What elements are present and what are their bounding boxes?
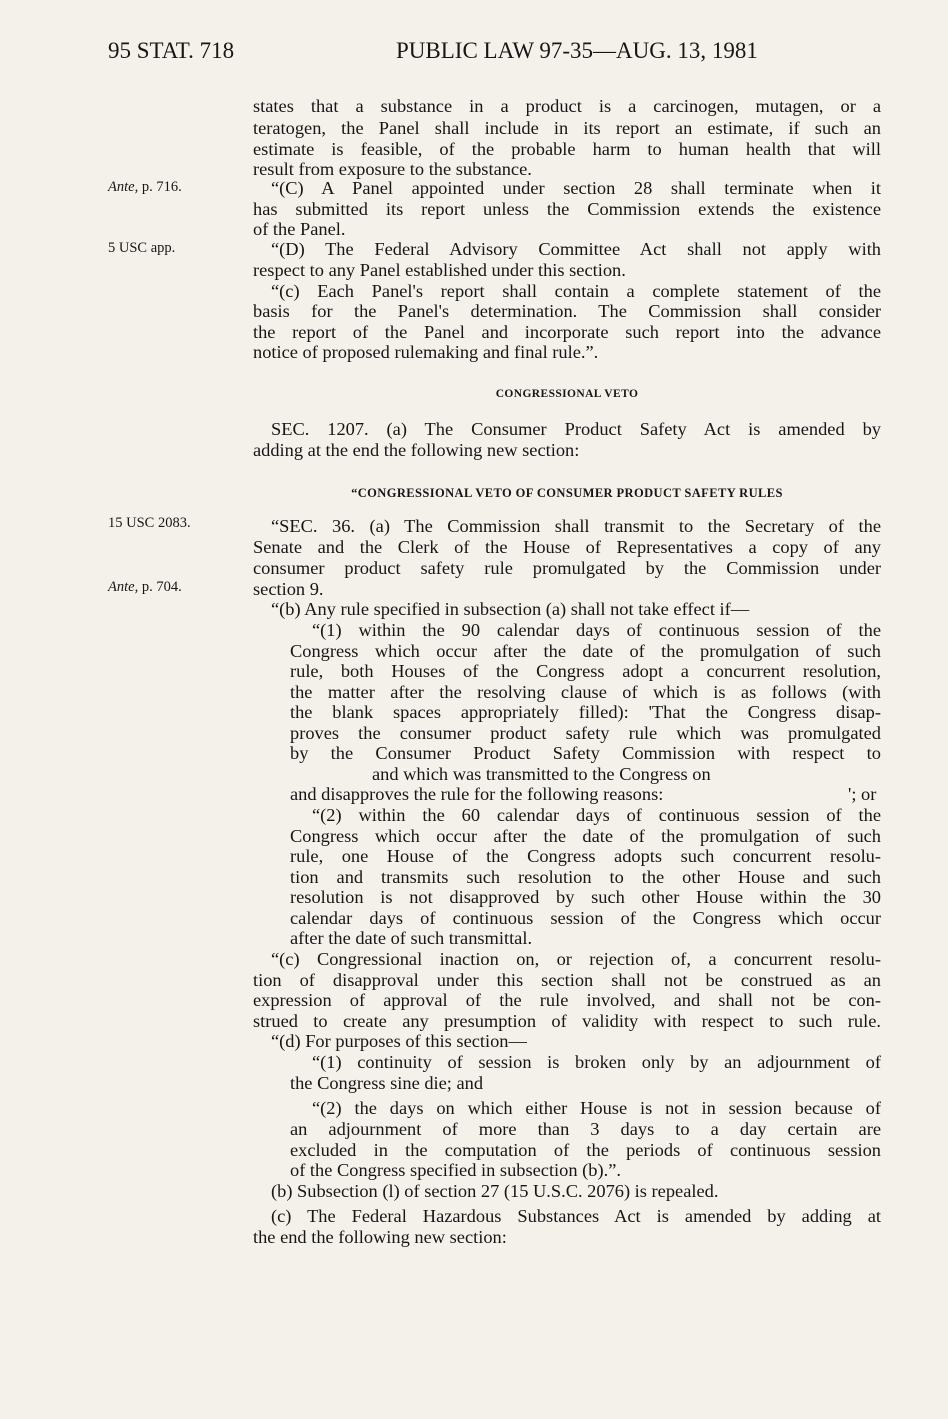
margin-note-text: p. 704. [138, 579, 182, 595]
body-line: Congress which occur after the date of the promulgation of such [290, 641, 881, 661]
margin-note-text: 15 USC 2083. [108, 515, 191, 531]
body-line: “SEC. 36. (a) The Commission shall transmit to the Secretary of the [271, 516, 881, 536]
body-line: “(1) within the 90 calendar days of continuous session of the [312, 620, 881, 640]
margin-note [108, 515, 191, 532]
body-line: notice of proposed rulemaking and final rule.”. [253, 342, 599, 362]
margin-note-text: p. 716. [138, 179, 182, 195]
body-line: and disapproves the rule for the following reasons: [290, 784, 664, 804]
body-line: “(1) continuity of session is broken only by an adjournment of [312, 1052, 881, 1072]
body-line: Senate and the Clerk of the House of Representatives a copy of any [253, 537, 881, 557]
body-line: strued to create any presumption of validity with respect to such rule. [253, 1011, 881, 1031]
body-line: calendar days of continuous session of the Congress which occur [290, 908, 881, 928]
body-line: of the Congress specified in subsection (b).”. [290, 1160, 621, 1180]
margin-note-text: 5 USC app. [108, 240, 176, 256]
section-heading: “CONGRESSIONAL VETO OF CONSUMER PRODUCT SAFETY RULES [351, 486, 783, 500]
body-line: expression of approval of the rule involved, and shall not be con- [253, 990, 881, 1010]
body-line: rule, both Houses of the Congress adopt a concurrent resolution, [290, 661, 881, 681]
body-line: the report of the Panel and incorporate such report into the advance [253, 322, 881, 342]
margin-note-prefix: Ante, [108, 579, 139, 595]
body-line: “(b) Any rule specified in subsection (a) shall not take effect if— [271, 599, 750, 619]
margin-note [108, 579, 182, 596]
body-line: of the Panel. [253, 219, 346, 239]
running-title: PUBLIC LAW 97-35—AUG. 13, 1981 [396, 38, 758, 63]
body-line: “(c) Congressional inaction on, or rejection of, a concurrent resolu- [271, 949, 881, 969]
body-line: respect to any Panel established under this section. [253, 260, 626, 280]
body-line: '; or [848, 784, 877, 804]
body-line: an adjournment of more than 3 days to a day certain are [290, 1119, 881, 1139]
body-line: “(C) A Panel appointed under section 28 shall terminate when it [271, 178, 881, 198]
body-line: estimate is feasible, of the probable harm to human health that will [253, 139, 881, 159]
body-line: proves the consumer product safety rule which was promulgated [290, 723, 881, 743]
body-line: “(c) Each Panel's report shall contain a complete statement of the [271, 281, 881, 301]
body-line: “(d) For purposes of this section— [271, 1031, 527, 1051]
body-line: tion of disapproval under this section shall not be construed as an [253, 970, 881, 990]
body-line: states that a substance in a product is a carcinogen, mutagen, or a [253, 96, 881, 116]
body-line: the matter after the resolving clause of which is as follows (with [290, 682, 881, 702]
body-line: teratogen, the Panel shall include in its report an estimate, if such an [253, 118, 881, 138]
body-line: (b) Subsection (l) of section 27 (15 U.S.C. 2076) is repealed. [271, 1181, 719, 1201]
page-header [108, 38, 868, 68]
body-line: consumer product safety rule promulgated by the Commission under [253, 558, 881, 578]
body-line: section 9. [253, 579, 324, 599]
body-line: rule, one House of the Congress adopts such concurrent resolu- [290, 846, 881, 866]
body-line: excluded in the computation of the periods of continuous session [290, 1140, 881, 1160]
section-heading: CONGRESSIONAL VETO [495, 388, 639, 400]
body-line: by the Consumer Product Safety Commission with respect to [290, 743, 881, 763]
body-line: the Congress sine die; and [290, 1073, 484, 1093]
body-line: after the date of such transmittal. [290, 928, 533, 948]
body-line: SEC. 1207. (a) The Consumer Product Safety Act is amended by [271, 419, 881, 439]
body-line: (c) The Federal Hazardous Substances Act is amended by adding at [271, 1206, 881, 1226]
body-line: has submitted its report unless the Commission extends the existence [253, 199, 881, 219]
body-line: tion and transmits such resolution to the other House and such [290, 867, 881, 887]
body-line: “(2) within the 60 calendar days of continuous session of the [312, 805, 881, 825]
body-line: and which was transmitted to the Congress on [372, 764, 711, 784]
body-line: the end the following new section: [253, 1227, 507, 1247]
body-line: Congress which occur after the date of the promulgation of such [290, 826, 881, 846]
body-line: basis for the Panel's determination. The Commission shall consider [253, 301, 881, 321]
margin-note-prefix: Ante, [108, 179, 139, 195]
body-line: “(D) The Federal Advisory Committee Act shall not apply with [271, 239, 881, 259]
body-line: adding at the end the following new section: [253, 440, 580, 460]
statute-page-number: 95 STAT. 718 [108, 38, 235, 63]
body-line: the blank spaces appropriately filled): 'That the Congress disap- [290, 702, 881, 722]
margin-note [108, 179, 182, 196]
body-line: result from exposure to the substance. [253, 159, 532, 179]
margin-note [108, 240, 175, 257]
body-line: resolution is not disapproved by such other House within the 30 [290, 887, 881, 907]
body-line: “(2) the days on which either House is not in session because of [312, 1098, 881, 1118]
